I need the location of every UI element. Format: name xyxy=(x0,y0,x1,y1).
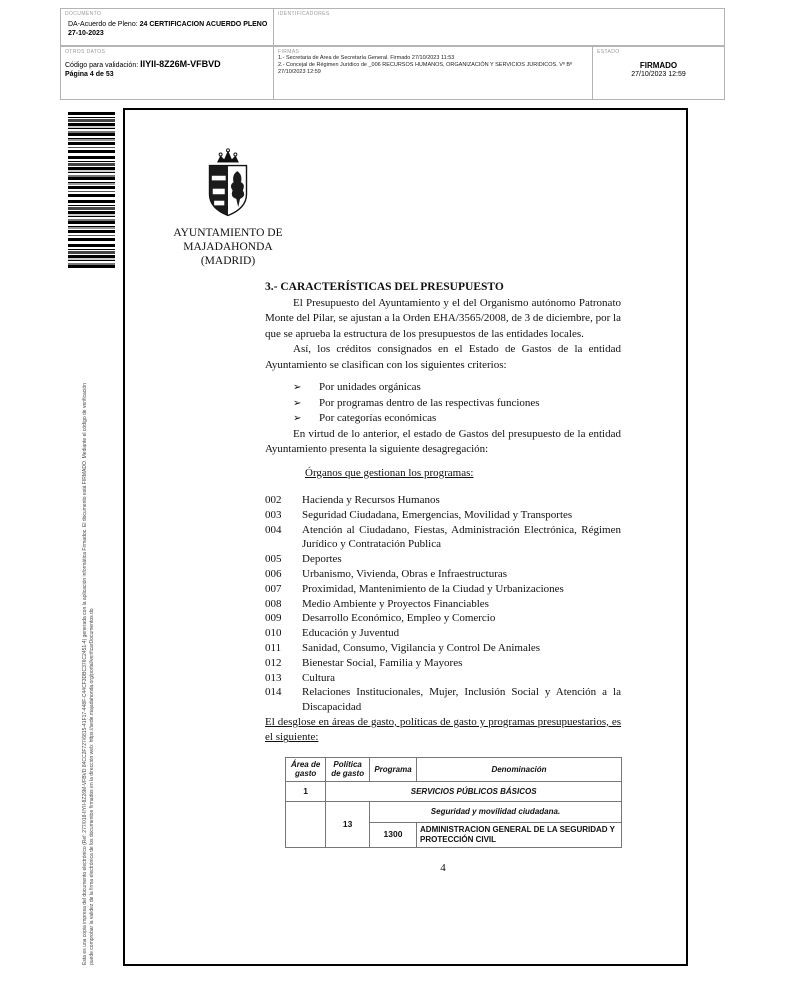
org-code: 011 xyxy=(265,641,282,654)
table-row xyxy=(286,802,622,823)
bullet-text: Por programas dentro de las respectivas funciones xyxy=(319,396,540,409)
org-name: Proximidad, Mantenimiento de la Ciudad y Urbanizaciones xyxy=(302,582,564,595)
page-number: 4 xyxy=(440,861,446,874)
documento-prefix: DA-Acuerdo de Pleno: xyxy=(68,21,140,28)
list-item xyxy=(265,641,621,656)
org-code: 014 xyxy=(265,686,282,699)
org-name: Bienestar Social, Familia y Mayores xyxy=(302,656,463,669)
arrow-bullet-icon: ➢ xyxy=(293,397,302,409)
col-header-programa: Programa xyxy=(369,757,416,781)
documento-title: 24 CERTIFICACION ACUERDO PLENO 27-10-2023 xyxy=(68,21,268,37)
programa-value: 1300 xyxy=(369,822,416,847)
org-name: Hacienda y Recursos Humanos xyxy=(302,494,440,506)
estado-box xyxy=(592,46,725,100)
validation-code: IIYII-8Z26M-VFBVD xyxy=(140,59,221,69)
estado-value: FIRMADO xyxy=(639,61,678,70)
list-item xyxy=(265,493,621,508)
validation-code-prefix: Código para validación: xyxy=(65,62,141,69)
programa-name: ADMINISTRACION GENERAL DE LA SEGURIDAD Y PROTECCIÓN CIVIL xyxy=(417,822,622,847)
list-item xyxy=(265,656,621,671)
col-header-denominacion: Denominación xyxy=(417,757,622,781)
list-item xyxy=(265,597,621,612)
org-code: 004 xyxy=(265,523,282,536)
org-name: Seguridad Ciudadana, Emergencias, Movilidad y Transportes xyxy=(302,508,573,521)
area-empty-cell xyxy=(286,802,326,848)
estado-label: ESTADO xyxy=(597,49,620,55)
table-row xyxy=(286,781,622,802)
documento-box xyxy=(60,8,274,46)
org-name: Atención al Ciudadano, Fiestas, Administración Electrónica, Régimen Jurídico y Contratación Publica xyxy=(302,523,621,551)
org-code: 003 xyxy=(265,508,282,521)
arrow-bullet-icon: ➢ xyxy=(293,413,302,424)
identificadores-box xyxy=(273,8,725,46)
coat-of-arms-icon xyxy=(200,148,256,222)
estado-datetime: 27/10/2023 12:59 xyxy=(631,71,686,78)
list-item xyxy=(265,611,621,626)
org-name-line-1: AYUNTAMIENTO DE xyxy=(173,227,283,239)
list-item xyxy=(293,380,621,396)
org-code: 012 xyxy=(265,656,282,669)
arrow-bullet-icon: ➢ xyxy=(293,382,302,393)
table-header-row xyxy=(286,757,622,781)
org-name: Desarrollo Económico, Empleo y Comercio xyxy=(302,612,496,625)
barcode xyxy=(68,112,115,270)
org-name: Relaciones Institucionales, Mujer, Inclusión Social y Atención a la Discapacidad xyxy=(302,686,621,714)
org-code: 009 xyxy=(265,612,282,625)
validity-note-vertical xyxy=(82,270,96,965)
list-item xyxy=(265,582,621,597)
validity-note-line-2: puede comprobar la validez de la firma electrónica de los documentos firmados en la dirección web: https://sede.majadahonda.org/portal/verificarDocumentos.do xyxy=(89,608,95,965)
signature-line-2: 2.- Concejal de Régimen Jurídico de _006 RECURSOS HUMANOS, ORGANIZACIÓN Y SERVICIOS JURIDICOS. Vº Bº 27/10/2023 12:59 xyxy=(278,62,573,75)
page-indicator: Página 4 de 53 xyxy=(65,71,114,78)
otros-datos-label: OTROS DATOS xyxy=(65,49,106,55)
org-name: Sanidad, Consumo, Vigilancia y Control De Animales xyxy=(302,641,541,654)
org-name: Cultura xyxy=(302,671,335,684)
organs-subheading: Órganos que gestionan los programas: xyxy=(305,466,474,479)
org-code: 008 xyxy=(265,597,282,610)
bullet-text: Por unidades orgánicas xyxy=(319,381,421,393)
list-item xyxy=(265,508,621,523)
list-item xyxy=(265,685,621,715)
col-header-area: Área de gasto xyxy=(286,757,326,781)
documento-label: DOCUMENTO xyxy=(65,11,102,17)
org-name: Urbanismo, Vivienda, Obras e Infraestructuras xyxy=(302,567,508,580)
firmas-box xyxy=(273,46,593,100)
signature-line-1: 1.- Secretaria de Area de Secretaría General. Firmado 27/10/2023 11:53 xyxy=(278,55,455,61)
validity-note-line-1: Esta es una copia impresa del documento electrónico (Ref: 277/018-IIYII-8Z26M-VFBVD 84CC2F727/6815-41F17-448F-C44CF3DBC376C2451-4) generada con la aplicación informática Firmadoc. El documento está FIRMADO. Mediante el código de verificación xyxy=(82,383,88,965)
org-code: 005 xyxy=(265,553,282,566)
org-name: Deportes xyxy=(302,553,342,566)
org-code: 007 xyxy=(265,582,282,595)
bullet-text: Por categorías económicas xyxy=(319,412,437,424)
list-item xyxy=(293,396,621,412)
city-hall-logo xyxy=(147,148,309,268)
document-body xyxy=(265,280,621,876)
criteria-bullet-list xyxy=(293,380,621,427)
politica-group-name: Seguridad y movilidad ciudadana. xyxy=(369,802,621,823)
paragraph-desglose: El desglose en áreas de gasto, políticas de gasto y programas presupuestarios, es el siguiente: xyxy=(265,715,621,744)
area-group-name: SERVICIOS PÚBLICOS BÁSICOS xyxy=(326,781,622,802)
list-item xyxy=(265,552,621,567)
list-item xyxy=(293,411,621,427)
list-item xyxy=(265,567,621,582)
org-name-line-2: MAJADAHONDA xyxy=(183,241,273,253)
otros-datos-box xyxy=(60,46,274,100)
page-frame xyxy=(123,108,688,966)
list-item xyxy=(265,671,621,686)
org-name-line-3: (MADRID) xyxy=(200,255,256,267)
organs-list xyxy=(265,493,621,715)
list-item xyxy=(265,626,621,641)
org-name: Educación y Juventud xyxy=(302,627,400,640)
org-code: 010 xyxy=(265,627,282,640)
list-item xyxy=(265,523,621,553)
politica-value: 13 xyxy=(326,802,370,848)
budget-table xyxy=(285,757,622,848)
documento-value xyxy=(65,20,269,38)
firmas-label: FIRMAS xyxy=(278,49,300,55)
col-header-politica: Política de gasto xyxy=(326,757,370,781)
paragraph-desagregacion: En virtud de lo anterior, el estado de Gastos del presupuesto de la entidad Ayuntamiento presenta la siguiente desagregación: xyxy=(265,427,621,455)
validation-code-line xyxy=(65,59,269,69)
org-code: 006 xyxy=(265,567,282,580)
area-value: 1 xyxy=(286,781,326,802)
section-heading: 3.- CARACTERÍSTICAS DEL PRESUPUESTO xyxy=(265,281,504,293)
org-code: 013 xyxy=(265,671,282,684)
identificadores-label: IDENTIFICADORES xyxy=(278,11,330,17)
org-name: Medio Ambiente y Proyectos Financiables xyxy=(302,597,489,610)
org-code: 002 xyxy=(265,494,282,506)
paragraph-creditos: Así, los créditos consignados en el Estado de Gastos de la entidad Ayuntamiento se clasifican con los siguientes criterios: xyxy=(265,343,621,371)
paragraph-presupuesto: El Presupuesto del Ayuntamiento y el del Organismo autónomo Patronato Monte del Pilar, se ajustan a la Orden EHA/3565/2008, de 3 de diciembre, por la que se aprueba la estructura de los presupuestos de las entidades locales. xyxy=(265,296,621,340)
